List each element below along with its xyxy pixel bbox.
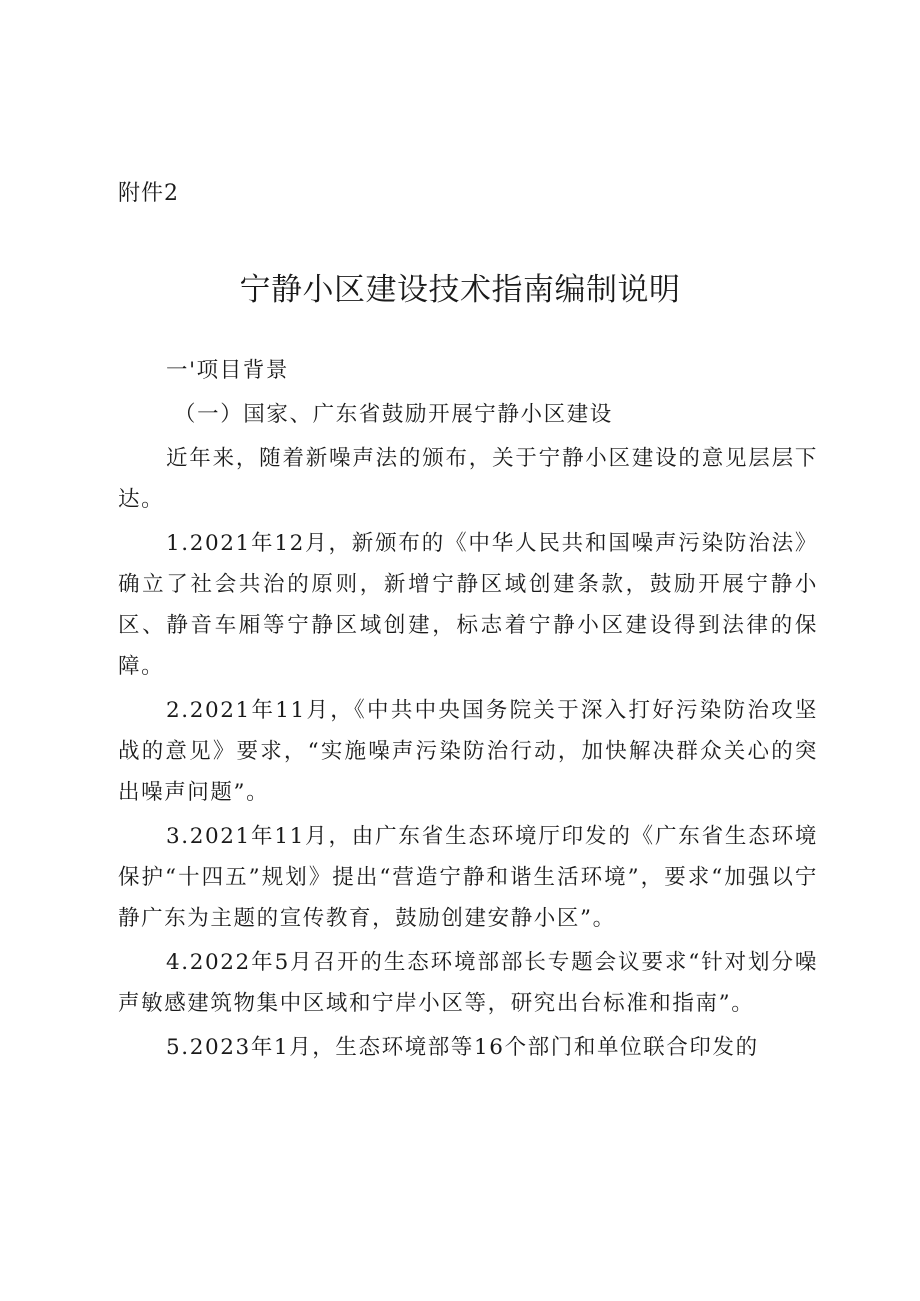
document-body — [118, 350, 818, 1068]
paragraph-item-3: 3.2021年11月，由广东省生态环境厅印发的《广东省生态环境保护“十四五”规划》提出“营造宁静和谐生活环境”，要求“加强以宁静广东为主题的宣传教育，鼓励创建安静小区”。 — [118, 824, 818, 931]
paragraph-item-4: 4.2022年5月召开的生态环境部部长专题会议要求“针对划分噪声敏感建筑物集中区域和宁岸小区等，研究出台标准和指南”。 — [118, 950, 818, 1016]
section-heading: 一'项目背景 — [166, 358, 290, 383]
attachment-label: 附件2 — [118, 181, 179, 206]
paragraph-intro: 近年来，随着新噪声法的颁布，关于宁静小区建设的意见层层下达。 — [118, 446, 818, 512]
document-title: 宁静小区建设技术指南编制说明 — [239, 272, 681, 308]
paragraph-item-1: 1.2021年12月，新颁布的《中华人民共和国噪声污染防治法》确立了社会共治的原则，新增宁静区域创建条款，鼓励开展宁静小区、静音车厢等宁静区域创建，标志着宁静小区建设得到法律的保障。 — [118, 531, 818, 679]
paragraph-item-2: 2.2021年11月，《中共中央国务院关于深入打好污染防治攻坚战的意见》要求，“实施噪声污染防治行动，加快解决群众关心的突出噪声问题”。 — [118, 698, 818, 805]
paragraph-item-5: 5.2023年1月，生态环境部等16个部门和单位联合印发的 — [166, 1035, 759, 1060]
subsection-heading: （一）国家、广东省鼓励开展宁静小区建设 — [174, 402, 613, 427]
